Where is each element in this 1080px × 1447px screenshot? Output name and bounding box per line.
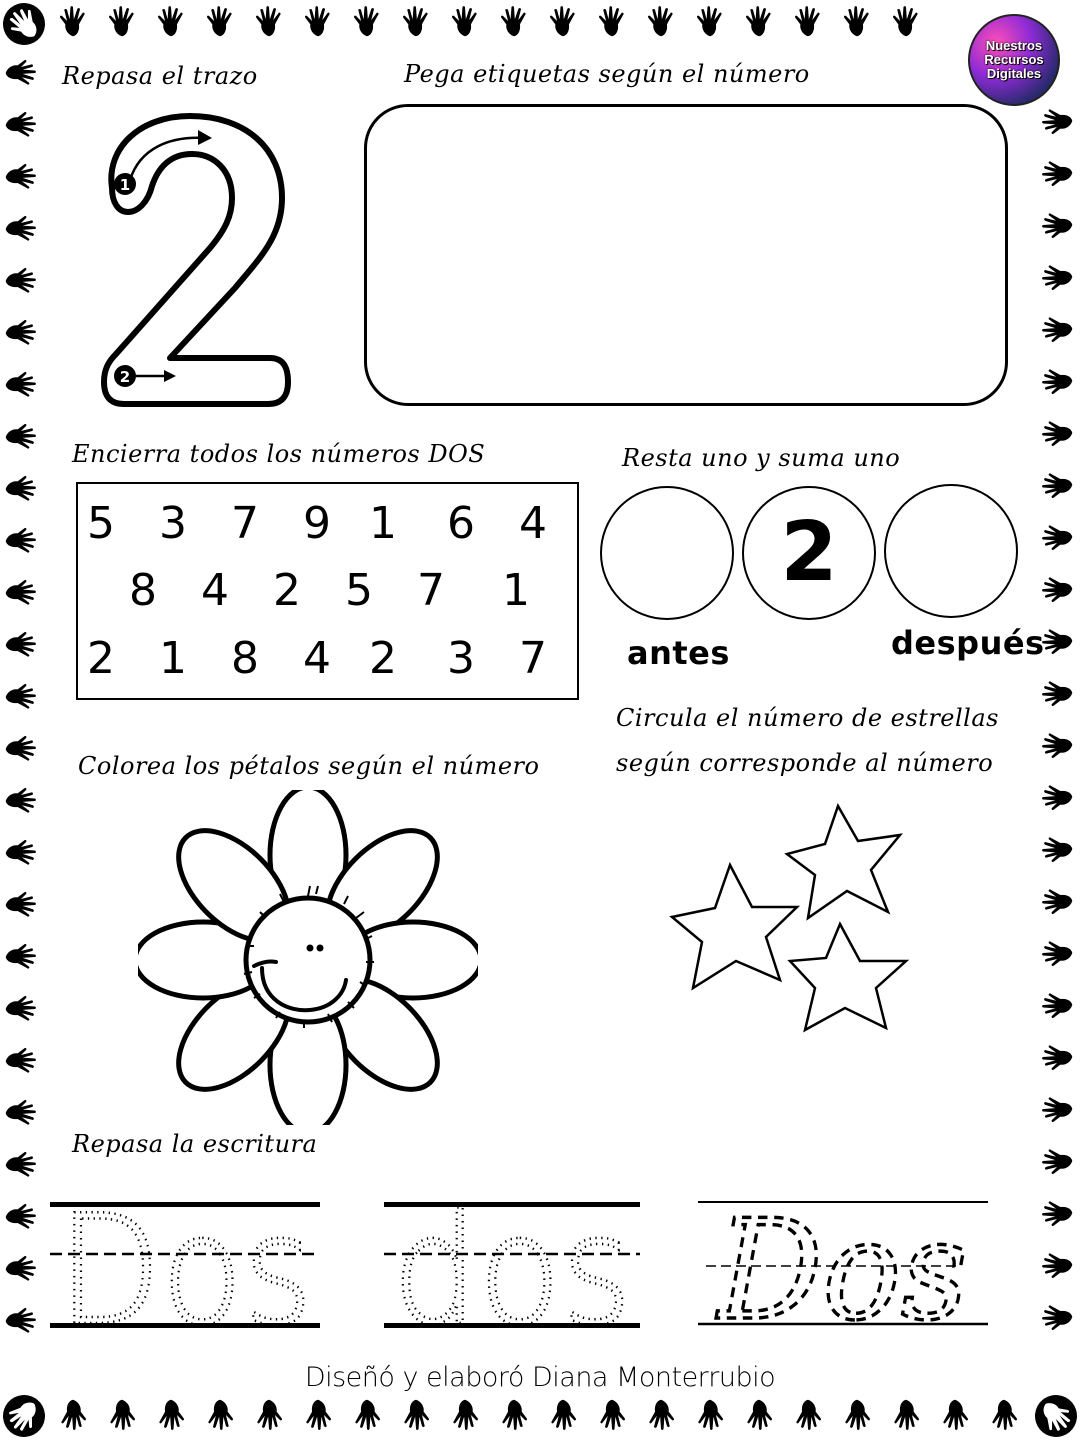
grid-number[interactable]: 2 (369, 633, 397, 684)
hand-print-icon (56, 4, 90, 38)
brand-badge-logo (968, 14, 1060, 106)
corner-hand-icon (1025, 1385, 1080, 1447)
center-number-circle (742, 486, 876, 620)
hand-print-icon (938, 1398, 972, 1432)
after-label: después (891, 624, 1045, 662)
hand-print-icon (350, 4, 384, 38)
hand-print-icon (4, 1148, 38, 1182)
hand-print-icon (1040, 832, 1074, 866)
trace-digit-2-outline[interactable] (100, 108, 300, 410)
hand-print-icon (1040, 156, 1074, 190)
hand-print-icon (1040, 780, 1074, 814)
writing-practice-Dos-print[interactable] (50, 1196, 320, 1336)
hand-print-icon (1040, 364, 1074, 398)
writing-title: Repasa la escritura (72, 1130, 318, 1158)
grid-number[interactable]: 6 (447, 498, 475, 549)
grid-number[interactable]: 4 (519, 498, 547, 549)
hand-print-icon (399, 4, 433, 38)
hand-print-icon (350, 1398, 384, 1432)
svg-text:dos: dos (392, 1196, 632, 1336)
grid-number[interactable]: 5 (87, 498, 115, 549)
hand-print-icon (595, 1398, 629, 1432)
hand-print-icon (497, 4, 531, 38)
hand-print-icon (1040, 416, 1074, 450)
hand-print-icon (4, 1200, 38, 1234)
hand-print-icon (154, 4, 188, 38)
grid-number[interactable]: 9 (303, 498, 331, 549)
hand-print-icon (742, 4, 776, 38)
hand-print-icon (4, 836, 38, 870)
after-answer-circle[interactable] (884, 484, 1018, 618)
flower-title: Colorea los pétalos según el número (78, 752, 540, 780)
star-icon (787, 806, 900, 918)
hand-print-icon (1040, 936, 1074, 970)
hand-print-icon (1040, 1196, 1074, 1230)
hand-print-icon (4, 316, 38, 350)
hand-print-icon (546, 1398, 580, 1432)
hand-print-icon (4, 1252, 38, 1286)
corner-hand-icon (0, 1385, 55, 1447)
hand-print-icon (1040, 988, 1074, 1022)
hand-print-icon (4, 212, 38, 246)
stars-title-line-2: según corresponde al número (616, 749, 994, 777)
hand-print-icon (4, 992, 38, 1026)
before-label: antes (627, 634, 730, 672)
hand-print-icon (4, 160, 38, 194)
hand-print-icon (1040, 104, 1074, 138)
grid-number[interactable]: 8 (129, 565, 157, 616)
grid-number[interactable]: 7 (417, 565, 445, 616)
hand-print-icon (4, 1044, 38, 1078)
hand-print-icon (497, 1398, 531, 1432)
hand-print-icon (4, 420, 38, 454)
trace-title: Repasa el trazo (62, 62, 258, 90)
center-number: 2 (780, 505, 838, 600)
hand-print-icon (1040, 624, 1074, 658)
grid-number[interactable]: 1 (159, 633, 187, 684)
sticker-paste-area[interactable] (364, 104, 1008, 406)
hand-print-icon (1040, 520, 1074, 554)
grid-number[interactable]: 7 (231, 498, 259, 549)
writing-practice-dos-print[interactable] (384, 1196, 640, 1336)
hand-print-icon (1040, 1248, 1074, 1282)
hand-print-icon (889, 4, 923, 38)
hand-print-icon (4, 940, 38, 974)
hand-print-icon (4, 732, 38, 766)
badge-line-1: Nuestros (985, 38, 1043, 53)
grid-number[interactable]: 3 (159, 498, 187, 549)
hand-print-icon (1040, 1300, 1074, 1334)
hand-print-icon (105, 1398, 139, 1432)
hand-print-icon (4, 108, 38, 142)
svg-text:Dos: Dos (58, 1196, 313, 1336)
hand-print-icon (4, 524, 38, 558)
hand-print-icon (1040, 1144, 1074, 1178)
hand-print-icon (1040, 884, 1074, 918)
corner-hand-icon (0, 0, 55, 55)
grid-number[interactable]: 8 (231, 633, 259, 684)
writing-practice-Dos-cursive[interactable] (698, 1196, 988, 1336)
hand-print-icon (595, 4, 629, 38)
hand-print-icon (154, 1398, 188, 1432)
star-icon (672, 865, 797, 988)
svg-text:1: 1 (119, 176, 131, 194)
hand-print-icon (791, 4, 825, 38)
hand-print-icon (742, 1398, 776, 1432)
hand-print-icon (693, 1398, 727, 1432)
hand-print-icon (4, 1096, 38, 1130)
grid-number[interactable]: 5 (345, 565, 373, 616)
hand-print-icon (1040, 468, 1074, 502)
hand-print-icon (987, 1398, 1021, 1432)
hand-print-icon (105, 4, 139, 38)
hand-print-icon (889, 1398, 923, 1432)
hand-print-icon (644, 1398, 678, 1432)
svg-text:Dos: Dos (715, 1196, 968, 1336)
hand-print-icon (4, 576, 38, 610)
hand-print-icon (4, 680, 38, 714)
number-grid-box (76, 482, 579, 700)
hand-print-icon (840, 1398, 874, 1432)
hand-print-icon (203, 4, 237, 38)
hand-print-icon (301, 4, 335, 38)
grid-number[interactable]: 2 (273, 565, 301, 616)
hand-print-icon (1040, 676, 1074, 710)
hand-print-icon (1040, 1040, 1074, 1074)
stars-title-line-1: Circula el número de estrellas (616, 704, 999, 732)
hand-print-icon (4, 56, 38, 90)
grid-number[interactable]: 1 (502, 565, 530, 616)
grid-number[interactable]: 2 (87, 633, 115, 684)
hand-print-icon (448, 1398, 482, 1432)
hand-print-icon (4, 264, 38, 298)
badge-line-2: Recursos (984, 52, 1044, 67)
hand-print-icon (4, 628, 38, 662)
flower-illustration[interactable] (138, 790, 478, 1125)
grid-number[interactable]: 7 (519, 633, 547, 684)
hand-print-icon (1040, 260, 1074, 294)
hand-print-icon (252, 4, 286, 38)
grid-number[interactable]: 1 (369, 498, 397, 549)
hand-print-icon (1040, 208, 1074, 242)
before-answer-circle[interactable] (600, 486, 734, 620)
hand-print-icon (4, 472, 38, 506)
hand-print-icon (546, 4, 580, 38)
hand-print-icon (693, 4, 727, 38)
hand-print-icon (56, 1398, 90, 1432)
paste-title: Pega etiquetas según el número (404, 60, 810, 88)
hand-print-icon (252, 1398, 286, 1432)
hand-print-icon (1040, 1092, 1074, 1126)
hand-print-icon (1040, 312, 1074, 346)
hand-print-icon (203, 1398, 237, 1432)
hand-print-icon (791, 1398, 825, 1432)
hand-print-icon (448, 4, 482, 38)
hand-print-icon (301, 1398, 335, 1432)
author-credit: Diseñó y elaboró Diana Monterrubio (304, 1362, 776, 1393)
badge-line-3: Digitales (986, 66, 1042, 81)
hand-print-icon (4, 784, 38, 818)
hand-print-icon (1040, 572, 1074, 606)
hand-print-icon (1040, 728, 1074, 762)
hand-print-icon (840, 4, 874, 38)
hand-print-icon (4, 1304, 38, 1338)
grid-number[interactable]: 4 (201, 565, 229, 616)
before-after-title: Resta uno y suma uno (622, 444, 901, 472)
hand-print-icon (399, 1398, 433, 1432)
hand-print-icon (644, 4, 678, 38)
encircle-title: Encierra todos los números DOS (72, 440, 486, 468)
stars-group[interactable] (650, 790, 930, 1040)
svg-text:2: 2 (119, 368, 131, 386)
grid-number[interactable]: 3 (447, 633, 475, 684)
grid-number[interactable]: 4 (303, 633, 331, 684)
star-icon (790, 924, 906, 1030)
hand-print-icon (4, 368, 38, 402)
hand-print-icon (4, 888, 38, 922)
